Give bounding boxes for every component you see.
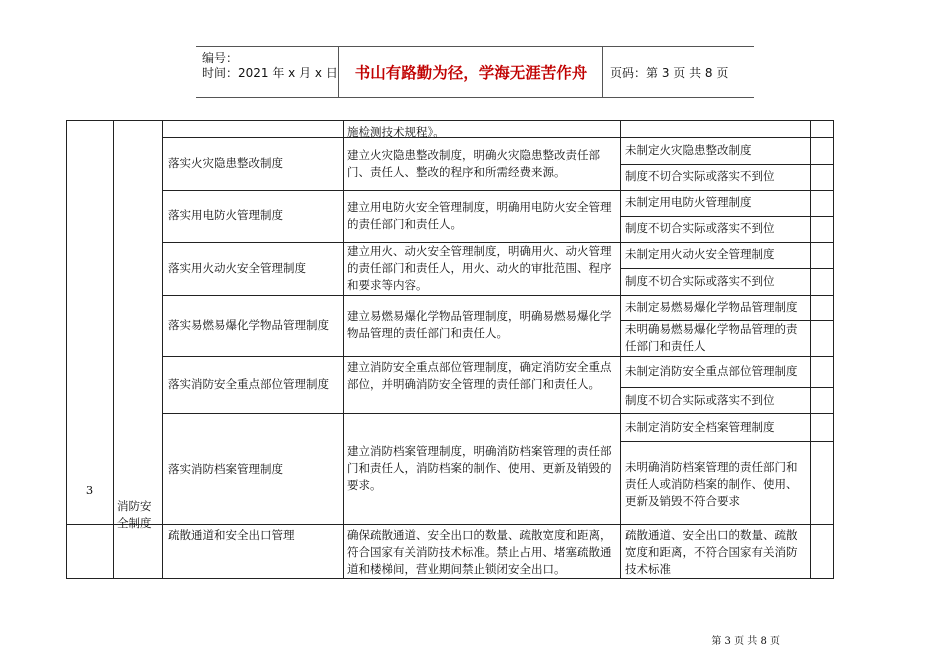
category-label: 消防安全制度 xyxy=(117,499,152,530)
requirement-cell: 确保疏散通道、安全出口的数量、疏散宽度和距离，符合国家有关消防技术标准。禁止占用、堵塞疏散通道和楼梯间，营业期间禁止锁闭安全出口。 xyxy=(347,528,612,576)
col-line xyxy=(833,120,834,579)
issue-cell: 未明确消防档案管理的责任部门和责任人或消防档案的制作、使用、更新及销毁不符合要求 xyxy=(625,460,798,508)
row-line xyxy=(162,356,833,357)
issue-cell: 未制定消防安全重点部位管理制度 xyxy=(625,364,798,378)
row-line xyxy=(162,295,833,296)
item-cell: 落实用火动火安全管理制度 xyxy=(168,261,306,275)
row-line xyxy=(620,164,833,165)
table-border-bottom xyxy=(66,578,833,579)
col-line xyxy=(66,120,67,579)
issue-cell: 未制定易燃易爆化学物品管理制度 xyxy=(625,300,798,314)
row-line xyxy=(620,268,833,269)
col-line xyxy=(343,120,344,579)
issue-cell: 未制定用电防火管理制度 xyxy=(625,195,752,209)
issue-cell: 制度不切合实际或落实不到位 xyxy=(625,221,775,235)
issue-cell: 未制定消防安全档案管理制度 xyxy=(625,420,775,434)
requirement-cell: 施检测技术规程》。 xyxy=(347,125,445,139)
header-motto: 书山有路勤为径，学海无涯苦作舟 xyxy=(354,64,588,82)
item-cell: 落实火灾隐患整改制度 xyxy=(168,156,283,170)
item-cell: 疏散通道和安全出口管理 xyxy=(168,528,295,542)
item-cell: 落实易燃易爆化学物品管理制度 xyxy=(168,318,329,332)
requirement-cell: 建立火灾隐患整改制度，明确火灾隐患整改责任部门、责任人、整改的程序和所需经费来源。 xyxy=(347,148,600,179)
requirement-cell: 建立消防安全重点部位管理制度，确定消防安全重点部位，并明确消防安全管理的责任部门和责任人。 xyxy=(347,360,612,391)
col-line xyxy=(162,120,163,579)
requirement-cell: 建立消防档案管理制度，明确消防档案管理的责任部门和责任人，消防档案的制作、使用、更新及销毁的要求。 xyxy=(347,444,612,492)
document-number: 编号： xyxy=(202,51,239,65)
row-line xyxy=(620,216,833,217)
issue-cell: 未制定用火动火安全管理制度 xyxy=(625,247,775,261)
row-line xyxy=(66,524,833,525)
item-cell: 落实用电防火管理制度 xyxy=(168,208,283,222)
requirement-cell: 建立易燃易爆化学物品管理制度，明确易燃易爆化学物品管理的责任部门和责任人。 xyxy=(347,309,612,340)
col-line xyxy=(113,120,114,579)
issue-cell: 未明确易燃易爆化学物品管理的责任部门和责任人 xyxy=(625,322,798,353)
row-line xyxy=(620,387,833,388)
issue-cell: 制度不切合实际或落实不到位 xyxy=(625,393,775,407)
item-cell: 落实消防安全重点部位管理制度 xyxy=(168,377,329,391)
header-page-number: 页码：第 3 页 共 8 页 xyxy=(610,66,729,80)
issue-cell: 未制定火灾隐患整改制度 xyxy=(625,143,752,157)
row-line xyxy=(162,190,833,191)
row-number: 3 xyxy=(85,483,94,497)
page-footer: 第 3 页 共 8 页 xyxy=(711,636,780,647)
requirement-cell: 建立用电防火安全管理制度，明确用电防火安全管理的责任部门和责任人。 xyxy=(347,200,612,231)
issue-cell: 疏散通道、安全出口的数量、疏散宽度和距离，不符合国家有关消防技术标准 xyxy=(625,528,798,576)
issue-cell: 制度不切合实际或落实不到位 xyxy=(625,169,775,183)
col-line xyxy=(810,120,811,579)
issue-cell: 制度不切合实际或落实不到位 xyxy=(625,274,775,288)
row-line xyxy=(620,441,833,442)
item-cell: 落实消防档案管理制度 xyxy=(168,462,283,476)
table-border-top xyxy=(66,120,833,121)
col-line xyxy=(620,120,621,579)
row-line xyxy=(162,413,833,414)
requirement-cell: 建立用火、动火安全管理制度，明确用火、动火管理的责任部门和责任人，用火、动火的审批范围、程序和要求等内容。 xyxy=(347,244,612,292)
document-time: 时间：2021 年 x 月 x 日 xyxy=(202,66,338,80)
